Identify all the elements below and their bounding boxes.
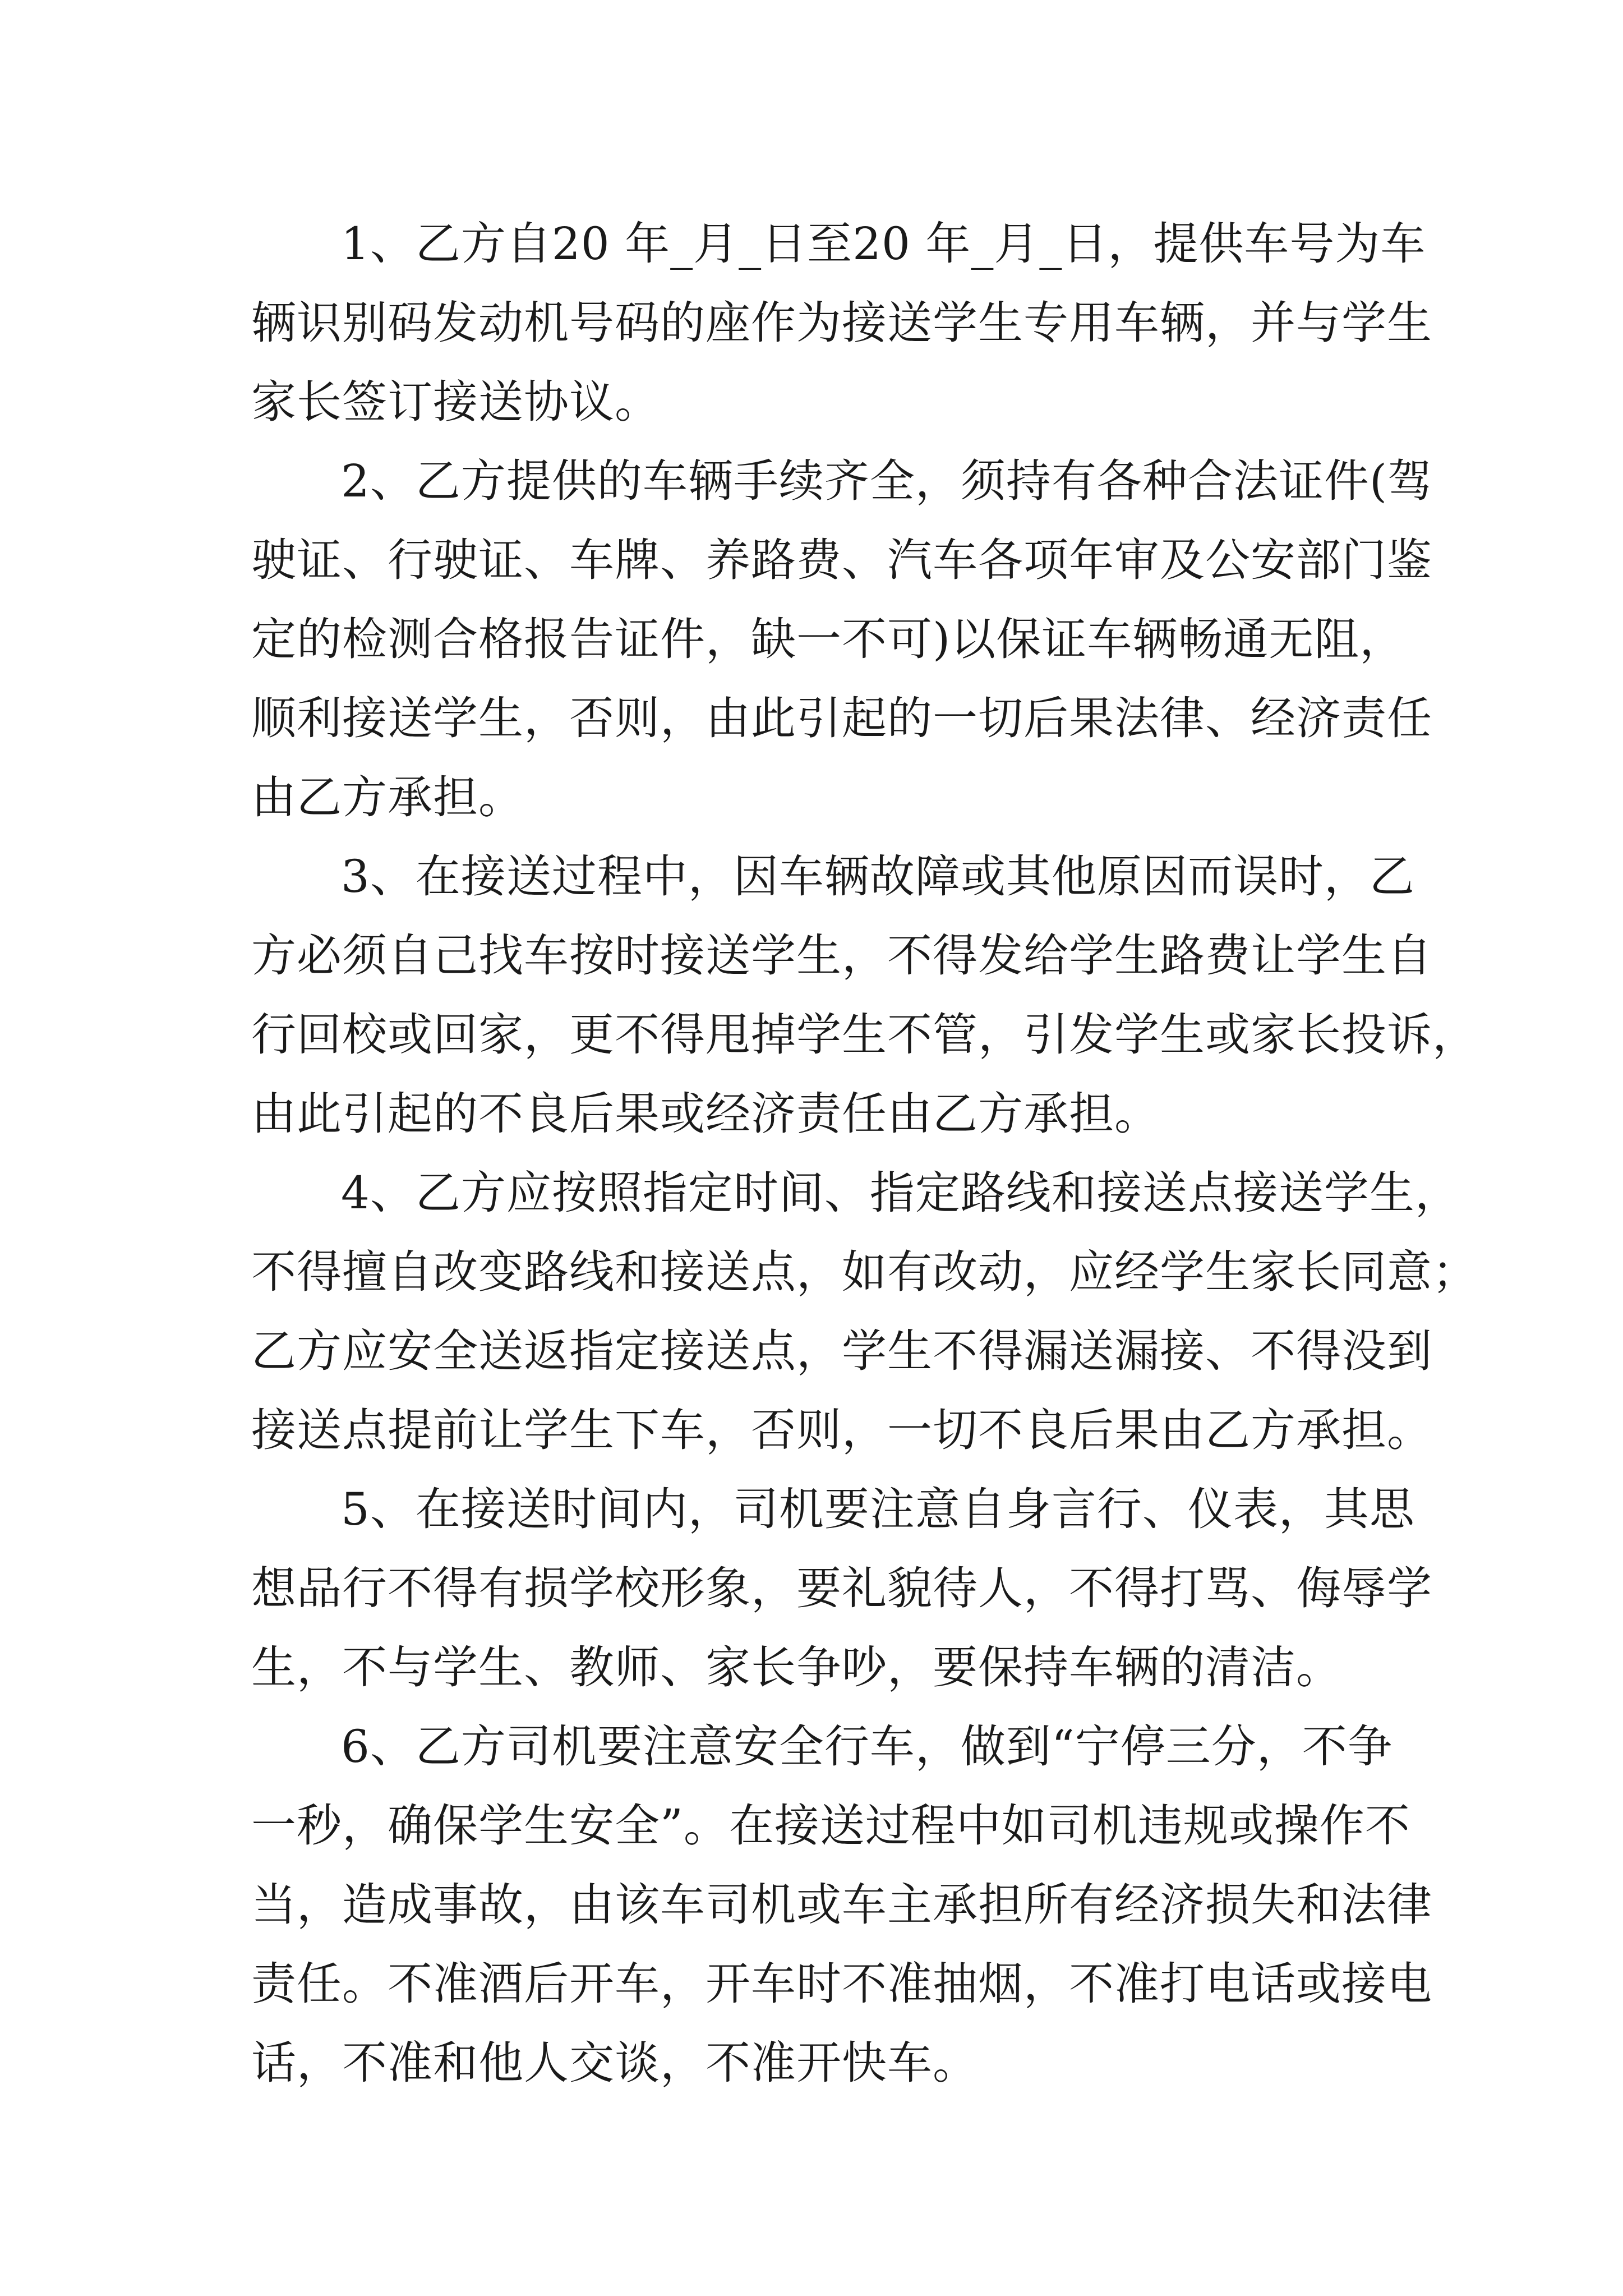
clause-4-line-2: 不得擅自改变路线和接送点，如有改动，应经学生家长同意； [251, 1246, 1478, 1298]
clause-3-line-3: 行回校或回家，更不得甩掉学生不管，引发学生或家长投诉， [251, 1009, 1478, 1061]
clause-6-line-4: 责任。不准酒后开车，开车时不准抽烟，不准打电话或接电 [251, 1958, 1432, 2010]
clause-2-line-4: 顺利接送学生，否则，由此引起的一切后果法律、经济责任 [251, 692, 1432, 744]
clause-5-line-3: 生，不与学生、教师、家长争吵，要保持车辆的清洁。 [251, 1641, 1341, 1694]
clause-1-line-3: 家长签订接送协议。 [251, 376, 660, 428]
clause-3-line-1: 3、在接送过程中，因车辆故障或其他原因而误时，乙 [341, 850, 1415, 903]
clause-2-line-2: 驶证、行驶证、车牌、养路费、汽车各项年审及公安部门鉴 [251, 534, 1432, 586]
clause-4-line-1: 4、乙方应按照指定时间、指定路线和接送点接送学生， [341, 1167, 1460, 1219]
clause-6-line-2: 一秒，确保学生安全”。在接送过程中如司机违规或操作不 [251, 1800, 1410, 1852]
clause-2-line-5: 由乙方承担。 [251, 771, 524, 823]
clause-1-line-2: 辆识别码发动机号码的座作为接送学生专用车辆，并与学生 [251, 297, 1432, 349]
clause-6-line-1: 6、乙方司机要注意安全行车，做到“宁停三分，不争 [341, 1720, 1393, 1773]
clause-3-line-2: 方必须自己找车按时接送学生，不得发给学生路费让学生自 [251, 930, 1432, 982]
clause-1-line-1: 1、乙方自20 年_月_日至20 年_月_日，提供车号为车 [341, 218, 1426, 270]
clause-2-line-3: 定的检测合格报告证件，缺一不可)以保证车辆畅通无阻， [251, 613, 1405, 665]
clause-6-line-3: 当，造成事故，由该车司机或车主承担所有经济损失和法律 [251, 1879, 1432, 1931]
clause-5-line-1: 5、在接送时间内，司机要注意自身言行、仪表，其思 [341, 1483, 1415, 1535]
clause-3-line-4: 由此引起的不良后果或经济责任由乙方承担。 [251, 1088, 1160, 1140]
clause-6-line-5: 话，不准和他人交谈，不准开快车。 [251, 2037, 978, 2089]
clause-4-line-3: 乙方应安全送返指定接送点，学生不得漏送漏接、不得没到 [251, 1325, 1432, 1377]
clause-2-line-1: 2、乙方提供的车辆手续齐全，须持有各种合法证件(驾 [341, 455, 1433, 507]
clause-5-line-2: 想品行不得有损学校形象，要礼貌待人，不得打骂、侮辱学 [251, 1562, 1432, 1614]
clause-4-line-4: 接送点提前让学生下车，否则，一切不良后果由乙方承担。 [251, 1404, 1432, 1456]
